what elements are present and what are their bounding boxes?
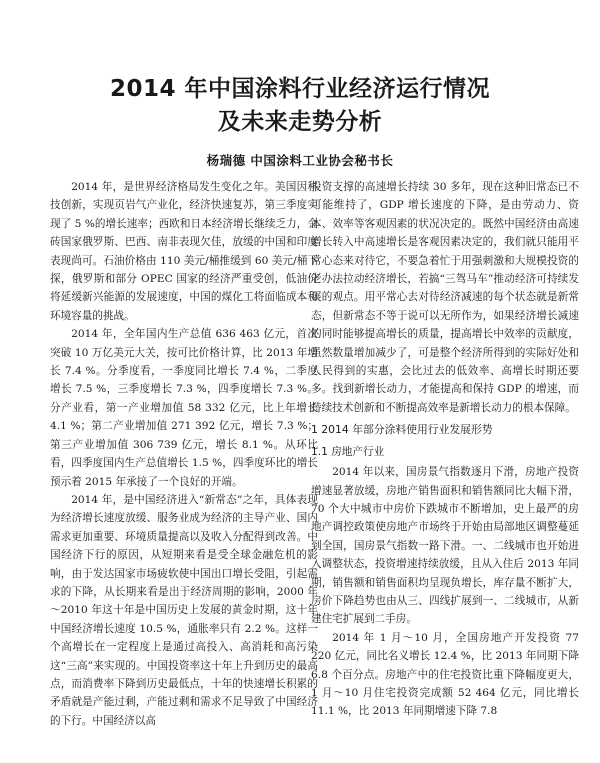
right-column (311, 178, 579, 763)
body-paragraph: 2014 年，是中国经济进入“新常态”之年，具体表现为经济增长速度放缓、服务业成为经济的主导产业、国内需求更加重要、环境质量提高以及收入分配得到改善。中国经济下行的原因，从短期来看是受全球金融危机的影响，由于发达国家市场疲软使中国出口增长受阻，引起需求的下降，从长期来看是出于经济周期的影响，2000 年～2010 年这十年是中国历史上发展的黄金时期，这十年中国经济增长速度 10.5 %，通胀率只有 2.2 %。这样一个高增长在一定程度上是通过高投入、高消耗和高污染这“三高”来实现的。中国投资率这十年上升到历史的最高点，而消费率下降到历史最低点，十年的快速增长积累的矛盾就是产能过剩，产能过剩和需求不足导致了中国经济的下行。中国经济以高 (50, 493, 318, 727)
page-title-line2: 及未来走势分析 (217, 109, 383, 135)
body-paragraph: 2014 年，全年国内生产总值 636 463 亿元，首次突破 10 万亿美元大关，按可比价格计算，比 2013 年增长 7.4 %。分季度看，一季度同比增长 7.4 %，二季度增长 7.5 %，三季度增长 7.3 %，四季度增长 7.3 %。分产业看，第一产业增加值 58 332 亿元，比上年增长 4.1 %；第二产业增加值 271 392 亿元，增长 7.3 %；第三产业增加值 306 739 亿元，增长 8.1 %。从环比看，四季度国内生产总值增长 1.5 %，四季度环比的增长预示着 2015 年承接了一个良好的开端。 (50, 328, 318, 488)
left-column (50, 178, 318, 763)
body-paragraph: 2014 年 1 月～10 月，全国房地产开发投资 77 220 亿元，同比名义增长 12.4 %，比 2013 年同期下降 6.8 个百分点。房地产中的住宅投资比重下降幅度更大，1 月～10 月住宅投资完成额 52 464 亿元，同比增长 11.1 %，比 2013 年同期增速下降 7.8 (311, 631, 579, 718)
section-heading: 1 2014 年部分涂料使用行业发展形势 (311, 423, 493, 437)
page-title-line1: 2014 年中国涂料行业经济运行情况 (109, 76, 491, 102)
subsection-heading: 1.1 房地产行业 (311, 445, 385, 458)
author-line: 杨瑞德 中国涂料工业协会秘书长 (206, 153, 394, 168)
body-paragraph: 投资支撑的高速增长持续 30 多年，现在这种旧常态已不可能维持了，GDP 增长速度的下降，是由劳动力、资本、效率等客观因素的状况决定的。既然中国经济由高速增长转入中高速增长是客观因素决定的，我们就只能用平常心态来对待它，不要急着忙于用强刺激和大规模投资的老办法拉动经济增长，若搞“三驾马车”推动经济可持续发展的观点。用平常心去对待经济减速的每个状态就是新常态，但新常态不等于说可以无所作为，如果经济增长减速的同时能够提高增长的质量，提高增长中效率的贡献度，虽然数量增加减少了，可是整个经济所得到的实际好处和人民得到的实惠，会比过去的低效率、高增长时期还要多。找到新增长动力，才能提高和保持 GDP 的增速，而持续技术创新和不断提高效率是新增长动力的根本保障。 (311, 181, 579, 414)
body-paragraph: 2014 年，是世界经济格局发生变化之年。美国因科技创新，实现页岩气产业化，经济快速复苏，第三季度实现了 5 %的增长速率；西欧和日本经济增长继续乏力，金砖国家俄罗斯、巴西、南非表现欠佳，放缓的中国和印度表现尚可。石油价格由 110 美元/桶推缓到 60 美元/桶下探，俄罗斯和部分 OPEC 国家的经济严重受创，低油价将延缓新兴能源的发展速度，中国的煤化工将面临成本和环境容量的挑战。 (50, 181, 318, 322)
body-paragraph: 2014 年以来，国房景气指数逐月下滑，房地产投资增速显著放缓，房地产销售面积和销售额同比大幅下滑，70 个大中城市中房价下跌城市不断增加，史上最严的房地产调控政策使房地产市场终于开始由局部地区调整蔓延到全国，国房景气指数一路下滑。一、二线城市也开始进入调整状态，投资增速持续放缓，且从入住后 2013 年同期，销售额和销售面积均呈现负增长，库存量不断扩大，房价下降趋势也由从三、四线扩展到一、二线城市，从新建住宅扩展到二手房。 (311, 466, 579, 626)
